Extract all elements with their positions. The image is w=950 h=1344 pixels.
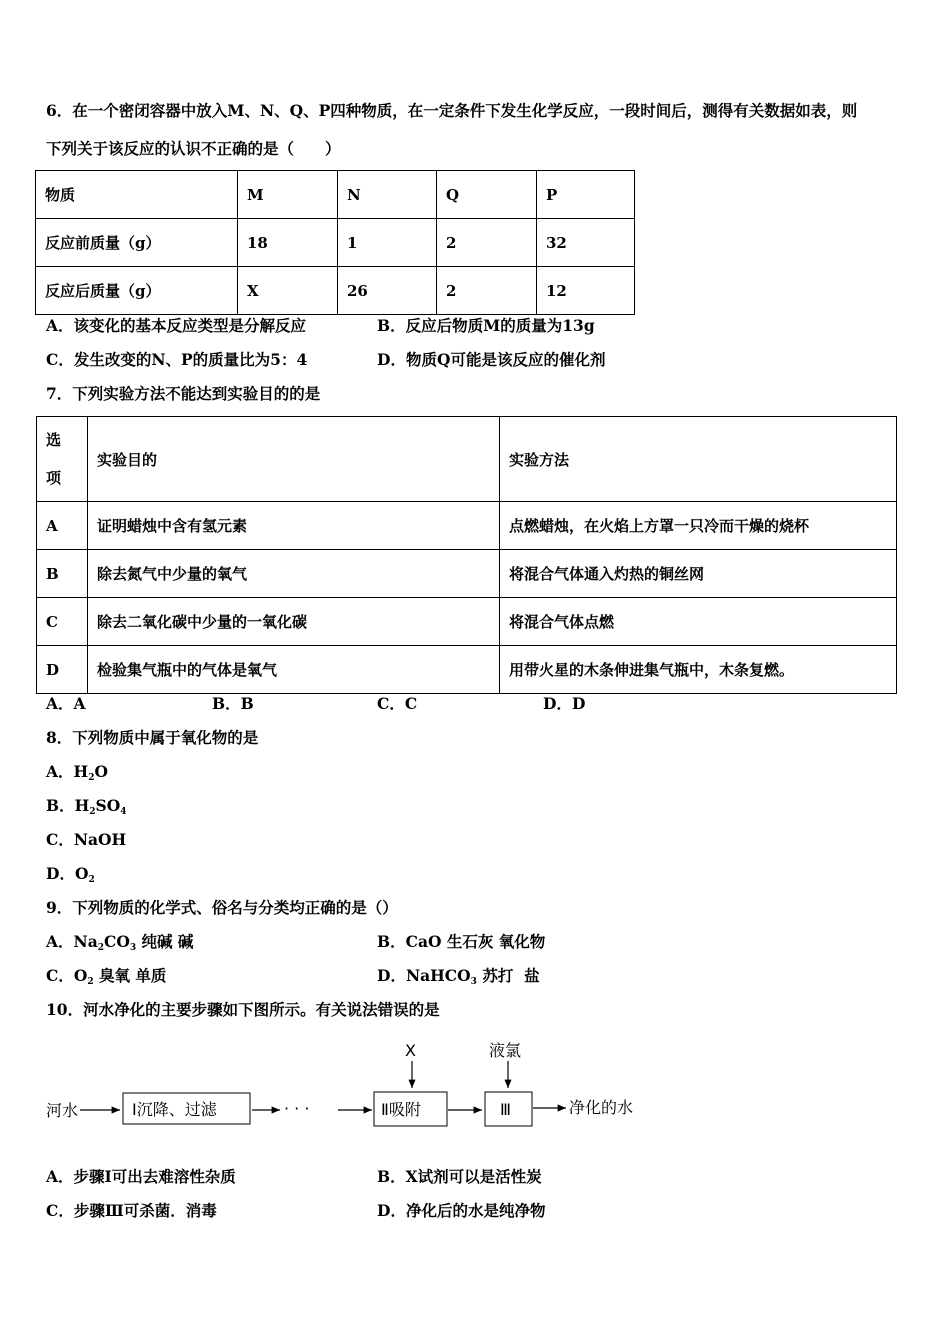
step3-label: Ⅲ xyxy=(500,1100,512,1119)
table-row xyxy=(37,598,897,646)
table-cell: 反应后质量（g） xyxy=(36,267,238,315)
table-header-text: 项 xyxy=(46,469,62,487)
q9-option-b[interactable] xyxy=(377,932,545,952)
q6-stem-line1: 6．在一个密闭容器中放入M、N、Q、P四种物质，在一定条件下发生化学反应，一段时间后，测得有关数据如表，则 xyxy=(46,101,858,120)
table-cell: D xyxy=(37,646,88,694)
subscript: 3 xyxy=(129,943,137,953)
table-cell: 用带火星的木条伸进集气瓶中，木条复燃。 xyxy=(500,646,897,694)
table-cell: 除去氮气中少量的氧气 xyxy=(88,550,500,598)
formula: CO xyxy=(104,932,130,951)
table-header: 物质 xyxy=(36,171,238,219)
formula: H xyxy=(74,796,90,815)
table-cell: 将混合气体通入灼热的铜丝网 xyxy=(500,550,897,598)
q7-table xyxy=(36,416,897,694)
table-cell: 1 xyxy=(338,219,437,267)
table-row xyxy=(37,417,897,502)
q7-stem: 7．下列实验方法不能达到实验目的的是 xyxy=(46,384,321,403)
table-cell: 2 xyxy=(437,267,537,315)
table-cell: B xyxy=(37,550,88,598)
q10-option-c[interactable]: C．步骤Ⅲ可杀菌．消毒 xyxy=(46,1201,217,1220)
q8-option-a[interactable] xyxy=(46,762,108,782)
q9-option-a[interactable] xyxy=(46,932,193,952)
q6-option-b[interactable]: B．反应后物质M的质量为13g xyxy=(377,316,595,335)
subscript: 2 xyxy=(87,977,94,987)
table-cell: 检验集气瓶中的气体是氧气 xyxy=(88,646,500,694)
option-text: CaO 生石灰 氧化物 xyxy=(405,932,546,951)
table-header: Q xyxy=(437,171,537,219)
diagram-dots: · · · xyxy=(284,1099,310,1118)
option-label: D． xyxy=(46,864,75,883)
table-cell: 点燃蜡烛，在火焰上方罩一只冷而干燥的烧杯 xyxy=(500,502,897,550)
q6-option-a[interactable]: A．该变化的基本反应类型是分解反应 xyxy=(46,316,307,335)
option-text: 臭氧 单质 xyxy=(93,966,167,985)
option-label: A． xyxy=(46,932,74,951)
option-label: C． xyxy=(46,966,74,985)
table-cell: X xyxy=(238,267,338,315)
q8-option-d[interactable] xyxy=(46,864,95,884)
q8-option-b[interactable] xyxy=(46,796,127,816)
table-header-text: 选 xyxy=(46,431,62,449)
option-label: A． xyxy=(46,762,74,781)
table-row xyxy=(37,550,897,598)
formula: Na xyxy=(73,932,98,951)
table-header: M xyxy=(238,171,338,219)
q9-option-d[interactable] xyxy=(377,966,540,986)
q9-stem: 9．下列物质的化学式、俗名与分类均正确的是（） xyxy=(46,898,398,917)
table-cell: 2 xyxy=(437,219,537,267)
formula: SO xyxy=(95,796,121,815)
step1-label: Ⅰ沉降、过滤 xyxy=(132,1100,217,1119)
table-row xyxy=(37,646,897,694)
q7-option-c[interactable]: C．C xyxy=(377,694,418,713)
formula: O xyxy=(73,966,88,985)
table-cell: 12 xyxy=(537,267,635,315)
step2-label: Ⅱ吸附 xyxy=(381,1100,421,1119)
q8-stem: 8．下列物质中属于氧化物的是 xyxy=(46,728,259,747)
option-label: B． xyxy=(377,932,406,951)
q6-option-c[interactable]: C．发生改变的N、P的质量比为5：4 xyxy=(46,350,308,369)
table-header: P xyxy=(537,171,635,219)
table-cell: 26 xyxy=(338,267,437,315)
water-purification-diagram xyxy=(40,1036,660,1136)
subscript: 3 xyxy=(470,977,477,987)
option-label: D． xyxy=(377,966,406,985)
table-header-option xyxy=(37,417,88,502)
reagent-x-label: X xyxy=(405,1041,416,1060)
subscript: 2 xyxy=(88,773,95,783)
table-row xyxy=(36,171,635,219)
table-cell: 将混合气体点燃 xyxy=(500,598,897,646)
table-header: N xyxy=(338,171,437,219)
reagent-chlorine-label: 液氯 xyxy=(489,1041,522,1060)
q10-stem: 10．河水净化的主要步骤如下图所示。有关说法错误的是 xyxy=(46,1000,440,1019)
table-cell: C xyxy=(37,598,88,646)
q6-option-d[interactable]: D．物质Q可能是该反应的催化剂 xyxy=(377,350,606,369)
q10-option-d[interactable]: D．净化后的水是纯净物 xyxy=(377,1201,546,1220)
table-cell: 证明蜡烛中含有氢元素 xyxy=(88,502,500,550)
subscript: 2 xyxy=(88,875,95,885)
option-label: B． xyxy=(46,796,75,815)
q6-table xyxy=(35,170,635,315)
q7-option-a[interactable]: A．A xyxy=(46,694,86,713)
formula: NaHCO xyxy=(405,966,471,985)
q8-option-c[interactable] xyxy=(46,830,126,850)
table-header: 实验目的 xyxy=(88,417,500,502)
q6-stem-line2: 下列关于该反应的认识不正确的是（ ） xyxy=(46,139,341,158)
table-header: 实验方法 xyxy=(500,417,897,502)
formula: O xyxy=(74,864,89,883)
table-cell: 除去二氧化碳中少量的一氧化碳 xyxy=(88,598,500,646)
table-row xyxy=(36,219,635,267)
option-label: C． xyxy=(46,830,74,849)
formula: O xyxy=(94,762,108,781)
formula: NaOH xyxy=(73,830,127,849)
table-row xyxy=(36,267,635,315)
subscript: 2 xyxy=(89,807,96,817)
q9-option-c[interactable] xyxy=(46,966,166,986)
option-text: 苏打 盐 xyxy=(476,966,540,985)
table-cell: 18 xyxy=(238,219,338,267)
table-cell: 反应前质量（g） xyxy=(36,219,238,267)
table-cell: 32 xyxy=(537,219,635,267)
subscript: 2 xyxy=(97,943,105,953)
option-text: 纯碱 碱 xyxy=(136,932,194,951)
table-cell: A xyxy=(37,502,88,550)
table-row xyxy=(37,502,897,550)
subscript: 4 xyxy=(120,807,127,817)
q10-option-b[interactable]: B．X试剂可以是活性炭 xyxy=(377,1167,542,1186)
q10-option-a[interactable]: A．步骤Ⅰ可出去难溶性杂质 xyxy=(46,1167,236,1186)
diagram-input-label: 河水 xyxy=(46,1101,79,1120)
q7-option-b[interactable]: B．B xyxy=(212,694,254,713)
formula: H xyxy=(73,762,89,781)
q7-option-d[interactable]: D．D xyxy=(543,694,586,713)
diagram-output-label: 净化的水 xyxy=(569,1098,634,1117)
